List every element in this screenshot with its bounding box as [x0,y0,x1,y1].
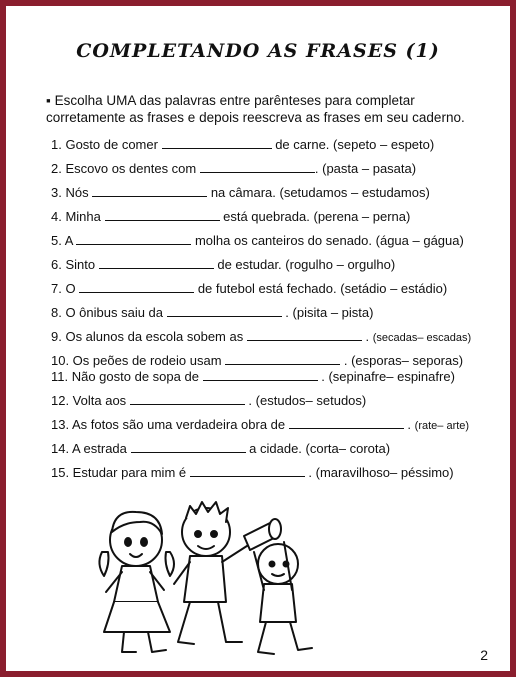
sentence-item: 11. Não gosto de sopa de . (sepinafre– espinafre) [51,369,455,384]
answer-blank [92,185,207,197]
instruction-line-1: Escolha UMA das palavras entre parênteses para completar [54,93,415,108]
answer-blank [79,281,194,293]
instruction-line-2: corretamente as frases e depois reescreva as frases em seu caderno. [46,110,465,125]
answer-blank [99,257,214,269]
page-number: 2 [480,647,488,663]
sentence-item: 14. A estrada a cidade. (corta– corota) [51,441,391,456]
sentence-item: 6. Sinto de estudar. (rogulho – orgulho) [51,257,396,272]
answer-blank [105,209,220,221]
sentence-item: 9. Os alunos da escola sobem as . (secadas– escadas) [51,329,472,344]
boy-right-figure [254,542,312,654]
answer-blank [203,369,318,381]
bullet-icon: ▪ [46,93,51,108]
answer-blank [225,353,340,365]
sentence-item: 2. Escovo os dentes com . (pasta – pasata) [51,161,417,176]
sentence-item: 15. Estudar para mim é . (maravilhoso– péssimo) [51,465,454,480]
sentence-item: 8. O ônibus saiu da . (pisita – pista) [51,305,374,320]
boy-figure [174,502,250,644]
sentence-item: 10. Os peões de rodeio usam . (esporas– seporas) [51,353,464,368]
girl-figure [99,512,174,652]
sentence-item: 3. Nós na câmara. (setudamos – estudamos) [51,185,430,200]
answer-blank [167,305,282,317]
answer-blank [162,137,272,149]
sentence-item: 1. Gosto de comer de carne. (sepeto – espeto) [51,137,435,152]
answer-blank [130,393,245,405]
answer-blank [247,329,362,341]
sentence-item: 7. O de futebol está fechado. (setádio – estádio) [51,281,448,296]
worksheet-page [6,6,510,671]
children-illustration [94,492,314,662]
sentence-item: 4. Minha está quebrada. (perena – perna) [51,209,411,224]
instructions [46,92,486,126]
answer-blank [289,417,404,429]
worksheet-title: COMPLETANDO AS FRASES (1) [76,40,440,62]
sentence-item: 12. Volta aos . (estudos– setudos) [51,393,367,408]
answer-blank [131,441,246,453]
sentence-item: 13. As fotos são uma verdadeira obra de . (rate– arte) [51,417,470,432]
answer-blank [76,233,191,245]
answer-blank [200,161,315,173]
sentence-item: 5. A molha os canteiros do senado. (água – gágua) [51,233,464,248]
answer-blank [190,465,305,477]
